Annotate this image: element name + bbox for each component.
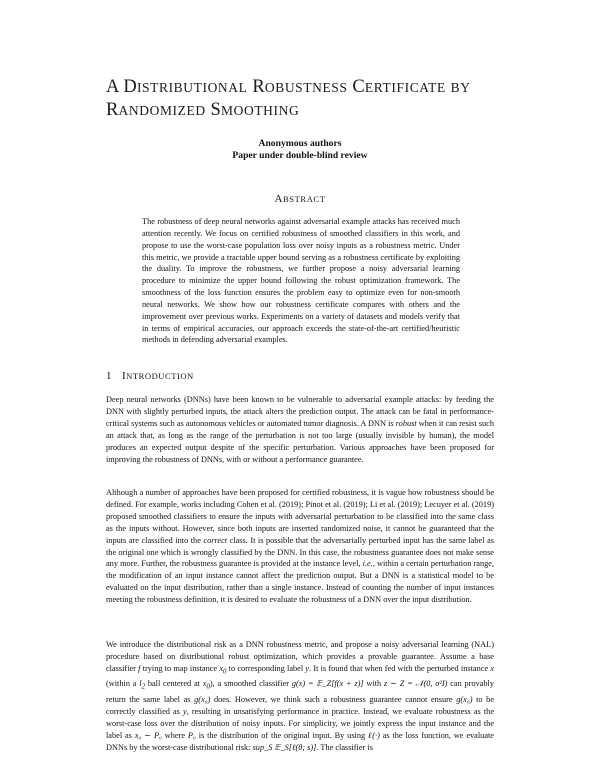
intro-paragraph-3: We introduce the distributional risk as a DNN robustness metric, and propose a noisy adversarial learning (NAL) procedure based on distributional robust optimization, which provides a provable guarantee. Assume a base classifier f trying to map instance $x_0$ to corresponding label y. It is found that when fed with the perturbed instance x (within a $l_2$ ball centered at $x_0$), a smoothed classifier g(x) = 𝔼_Z[f(x + z)] with z ∼ Z = 𝒩(0, σ²I) can provably return the same label as g(x₀) does. However, we think such a robustness guarantee cannot ensure g(x₀) to be correctly classified as y, resulting in unsatisfying performance in practice. Instead, we evaluate robustness as the worst-case loss over the distribution of noisy inputs. For simplicity, we jointly express the input instance and the label as x₀ ∼ P₀ where P₀ is the distribution of the original input. By using ℓ(·) as the loss function, we evaluate DNNs by the worst-case distributional risk: sup_S 𝔼_S[ℓ(θ; s)]. The classifier is bbox=[106, 640, 495, 752]
math-x: x bbox=[490, 663, 494, 673]
math-f: f bbox=[138, 663, 141, 673]
title-word: ROBUSTNESS bbox=[252, 77, 348, 97]
title-word: SMOOTHING bbox=[210, 100, 300, 120]
title-line-1 bbox=[106, 77, 471, 97]
title-word: A bbox=[106, 77, 119, 97]
abstract-text: The robustness of deep neural networks against adversarial example attacks has received much attention recently. We focus on certified robustness of smoothed classifiers in this work, and propose to use the worst-case population loss over noisy inputs as a robustness metric. Under this metric, we provide a tractable upper bound serving as a robustness certificate by exploiting the duality. To improve the robustness, we further propose a noisy adversarial learning procedure to minimize the upper bound following the robust optimization framework. The smoothness of the loss function ensures the problem easy to optimize even for non-smooth neural networks. We show how our robustness certificate compares with others and the improvement over previous works. Experiments on a variety of datasets and models verify that in terms of empirical accuracies, our approach exceeds the state-of-the-art certified/heuristic methods in defending adversarial examples. bbox=[142, 217, 460, 345]
math-loss: ℓ(·) bbox=[368, 730, 380, 740]
title-word: BY bbox=[450, 80, 471, 95]
math-p0: P₀ bbox=[187, 730, 196, 740]
math-worst-case-risk: sup_S 𝔼_S[ℓ(θ; s)] bbox=[252, 742, 317, 752]
math-l2: $l_2$ bbox=[139, 679, 146, 692]
math-x0: $x_0$ bbox=[202, 679, 210, 692]
math-smoothed-classifier: g(x) = 𝔼_Z[f(x + z)] bbox=[291, 679, 364, 689]
title-word: DISTRIBUTIONAL bbox=[123, 77, 248, 97]
math-x0-sim-p0: x₀ ∼ P₀ bbox=[134, 730, 162, 740]
review-note: Paper under double-blind review bbox=[232, 149, 368, 161]
math-x0: $x_0$ bbox=[219, 663, 227, 676]
intro-paragraph-2: Although a number of approaches have been proposed for certified robustness, it is vague how robustness should be defined. For example, works including Cohen et al. (2019); Pinot et al. (2019); Li et al. (2019); Lecuyer et al. (2019) proposed smoothed classifiers to ensure the inputs with adversarial perturbation to be classified into the same class as the inputs without. However, since both inputs are inserted randomized noise, it cannot be guaranteed that the inputs are classified into the correct class. It is possible that the adversarially perturbed input has the same label as the original one which is wrongly classified by the DNN. In this case, the robustness guarantee does not make sense any more. Further, the robustness guarantee is provided at the instance level, i.e., within a certain perturbation range, the modification of an input instance cannot affect the prediction output. But a DNN is a statistical model to be evaluated on the input distribution, rather than a single instance. Instead of counting the number of input instances meeting the robustness definition, it is desired to evaluate the robustness of a DNN over the input distribution. bbox=[106, 488, 494, 605]
author-block bbox=[0, 138, 600, 161]
math-noise-distribution: z ∼ Z = 𝒩(0, σ²I) bbox=[383, 679, 448, 689]
section-number: 1 bbox=[106, 370, 112, 382]
title-word: RANDOMIZED bbox=[106, 100, 206, 120]
math-y: y bbox=[305, 663, 310, 673]
math-g-x0: g(x₀) bbox=[194, 694, 211, 704]
title-word: CERTIFICATE bbox=[352, 77, 446, 97]
math-g-x0: g(x₀) bbox=[456, 694, 473, 704]
paper-title bbox=[106, 76, 506, 122]
author-name: Anonymous authors bbox=[258, 138, 342, 149]
abstract-heading: ABSTRACT bbox=[274, 193, 326, 205]
intro-paragraph-1: Deep neural networks (DNNs) have been known to be vulnerable to adversarial example attacks: by feeding the DNN with slightly perturbed inputs, the attack alters the prediction output. The attack can be fatal in performance-critical systems such as autonomous vehicles or automated tumor diagnosis. A DNN is robust when it can resist such an attack that, as long as the range of the perturbation is not too large (usually invisible by human), the model produces an expected output despite of the specific perturbation. Various approaches have been proposed for improving the robustness of DNNs, with or without a performance guarantee. bbox=[106, 395, 494, 464]
title-line-2 bbox=[106, 100, 299, 120]
section-heading-introduction: 1 INTRODUCTION bbox=[106, 370, 194, 382]
math-y: y bbox=[183, 706, 187, 716]
